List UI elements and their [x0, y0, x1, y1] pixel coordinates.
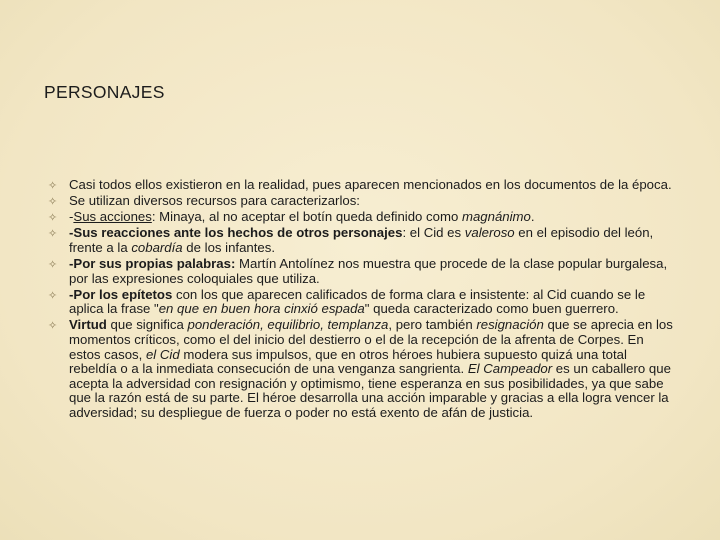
curl-bullet-icon: ✧ — [48, 227, 58, 241]
bullet-text: Se utilizan diversos recursos para caracterizarlos: — [69, 193, 360, 209]
curl-bullet-icon: ✧ — [48, 319, 58, 333]
bullet-text: modera sus impulsos, que en otros héroes hubiera supuesto quizá una total rebeldía o a la inmediata consecución de una venganza sangrienta. — [69, 346, 627, 377]
bullet-text: que se aprecia en los momentos críticos, como el del inicio del destierro o el de la recepción de la afrenta de Corpes. En estos casos, — [69, 317, 673, 362]
curl-bullet-icon: ✧ — [48, 179, 58, 192]
bullet-text: Martín Antolínez nos muestra que procede de la clase popular burgalesa, por las expresiones coloquiales que utiliza. — [69, 255, 668, 286]
slide-title: PERSONAJES — [44, 82, 165, 102]
bullet-list — [48, 178, 673, 422]
emphasis-italic: magnánimo — [461, 209, 531, 225]
bullet-item — [48, 318, 673, 420]
curl-bullet-icon: ✧ — [48, 195, 58, 209]
bullet-text: : el Cid es — [402, 225, 465, 241]
emphasis-italic: cobardía — [131, 239, 183, 255]
bullet-text: . — [530, 209, 535, 225]
bullet-item — [48, 210, 673, 225]
emphasis-bold: -Por sus propias palabras: — [69, 255, 236, 271]
bullet-text: con los que aparecen calificados de forma clara e insistente: al Cid cuando se le aplica la frase " — [69, 286, 646, 317]
bullet-text: " queda caracterizado como buen guerrero. — [364, 301, 619, 317]
bullet-text: de los infantes. — [182, 239, 276, 255]
bullet-item — [48, 257, 673, 286]
emphasis-italic: valeroso — [464, 225, 515, 241]
bullet-text: en el episodio del león, frente a la — [69, 225, 654, 255]
emphasis-underlined: Sus acciones — [73, 209, 152, 225]
curl-bullet-icon: ✧ — [48, 211, 58, 225]
bullet-text: : Minaya, al no aceptar el botín queda definido como — [151, 209, 462, 225]
emphasis-italic: ponderación, equilibrio, templanza — [187, 317, 389, 333]
emphasis-italic: en que en buen hora cinxió espada — [158, 301, 365, 317]
bullet-text: Casi todos ellos existieron en la realidad, pues aparecen mencionados en los documentos de la época. — [69, 177, 672, 192]
bullet-text: , pero también — [388, 317, 477, 333]
emphasis-bold: -Sus reacciones ante los hechos de otros personajes — [69, 225, 403, 241]
bullet-text: que significa — [106, 317, 188, 333]
bullet-text: es un caballero que acepta la adversidad con resignación y optimismo, tiene esperanza en sus posibilidades, ya que sabe que la razón está de su parte. El héroe desarrolla una acción imparable y gracias a ella logra vencer la adversidad; su despliegue de fuerza o poder no está exento de afán de justicia. — [69, 361, 671, 420]
emphasis-italic: El Campeador — [467, 361, 553, 377]
bullet-text: - — [69, 209, 74, 225]
emphasis-bold: Virtud — [69, 317, 107, 333]
bullet-item — [48, 178, 673, 193]
bullet-item — [48, 288, 673, 317]
curl-bullet-icon: ✧ — [48, 257, 58, 271]
emphasis-bold: -Por los epítetos — [69, 286, 173, 302]
bullet-item — [48, 226, 673, 255]
emphasis-italic: resignación — [476, 317, 544, 333]
bullet-item — [48, 194, 673, 209]
curl-bullet-icon: ✧ — [48, 288, 58, 302]
emphasis-italic: el Cid — [145, 346, 180, 362]
